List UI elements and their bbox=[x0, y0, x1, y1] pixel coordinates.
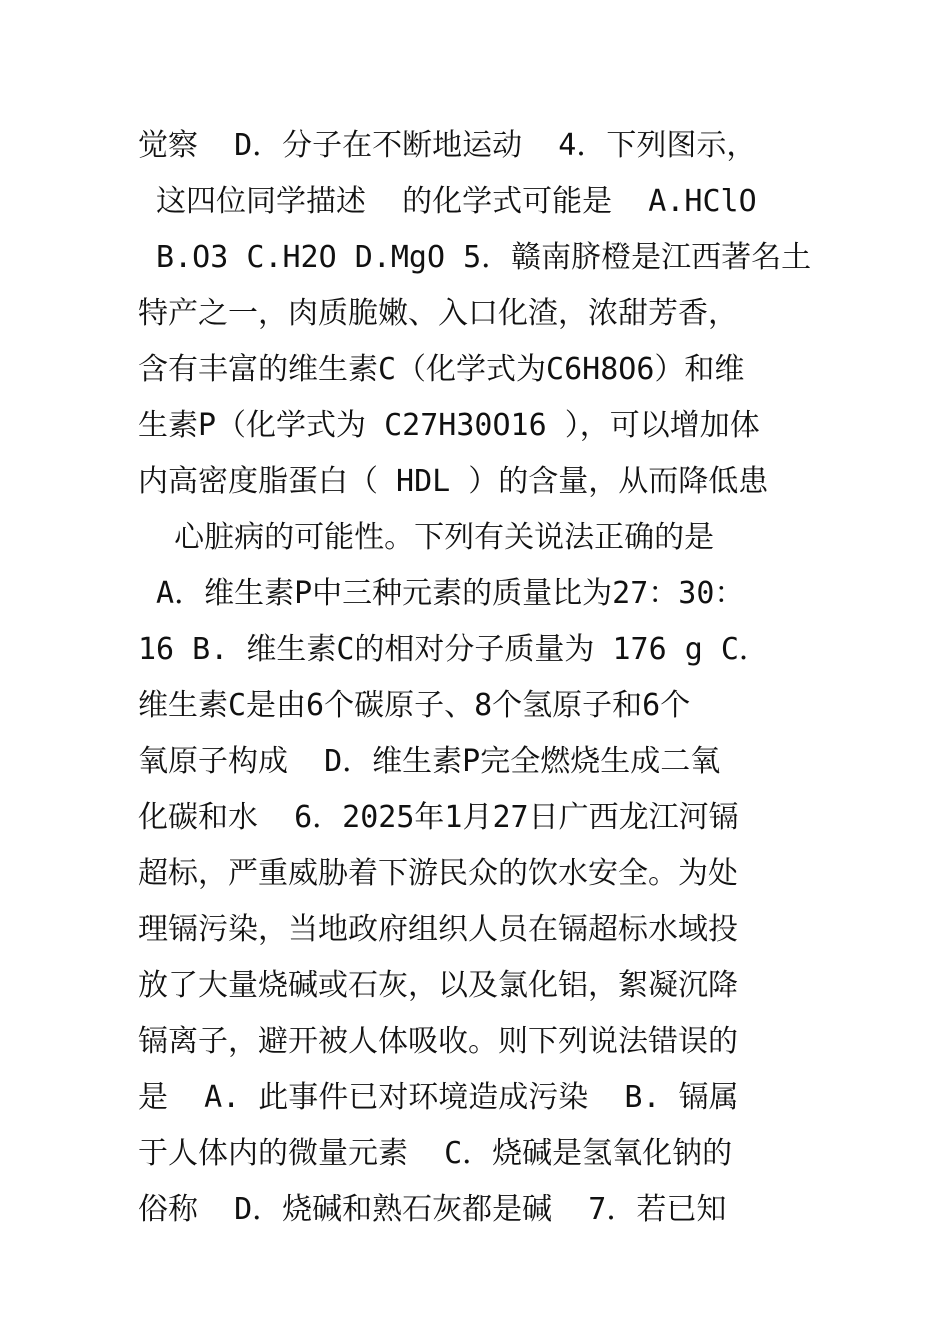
text-line: 内高密度脂蛋白（ HDL ）的含量，从而降低患 bbox=[138, 464, 769, 499]
text-line: 俗称 D．烧碱和熟石灰都是碱 7．若已知 bbox=[138, 1192, 727, 1227]
text-line: 生素P（化学式为 C27H30O16 ），可以增加体 bbox=[138, 408, 760, 443]
text-line: 特产之一，肉质脆嫩、入口化渣，浓甜芳香， bbox=[138, 296, 738, 331]
text-line: 心脏病的可能性。下列有关说法正确的是 bbox=[138, 520, 715, 555]
text-line: 16 B. 维生素C的相对分子质量为 176 g C． bbox=[138, 632, 769, 667]
text-line: 于人体内的微量元素 C．烧碱是氢氧化钠的 bbox=[138, 1136, 733, 1171]
text-line: 超标，严重威胁着下游民众的饮水安全。为处 bbox=[138, 856, 738, 891]
text-line: 觉察 D．分子在不断地运动 4．下列图示， bbox=[138, 128, 757, 163]
text-line: 是 A. 此事件已对环境造成污染 B. 镉属 bbox=[138, 1080, 739, 1115]
text-line: 镉离子，避开被人体吸收。则下列说法错误的 bbox=[138, 1024, 738, 1059]
text-line: 理镉污染，当地政府组织人员在镉超标水域投 bbox=[138, 912, 738, 947]
text-line: 这四位同学描述 的化学式可能是 A.HClO bbox=[138, 184, 757, 219]
text-line: 含有丰富的维生素C（化学式为C6H8O6）和维 bbox=[138, 352, 745, 387]
text-line: 放了大量烧碱或石灰，以及氯化铝，絮凝沉降 bbox=[138, 968, 738, 1003]
text-line: 化碳和水 6．2025年1月27日广西龙江河镉 bbox=[138, 800, 739, 835]
text-line: 氧原子构成 D．维生素P完全燃烧生成二氧 bbox=[138, 744, 721, 779]
text-line: 维生素C是由6个碳原子、8个氢原子和6个 bbox=[138, 688, 691, 723]
text-line: B.O3 C.H2O D.MgO 5．赣南脐橙是江西著名土 bbox=[138, 240, 812, 275]
text-line: A．维生素P中三种元素的质量比为27：30： bbox=[138, 576, 745, 611]
